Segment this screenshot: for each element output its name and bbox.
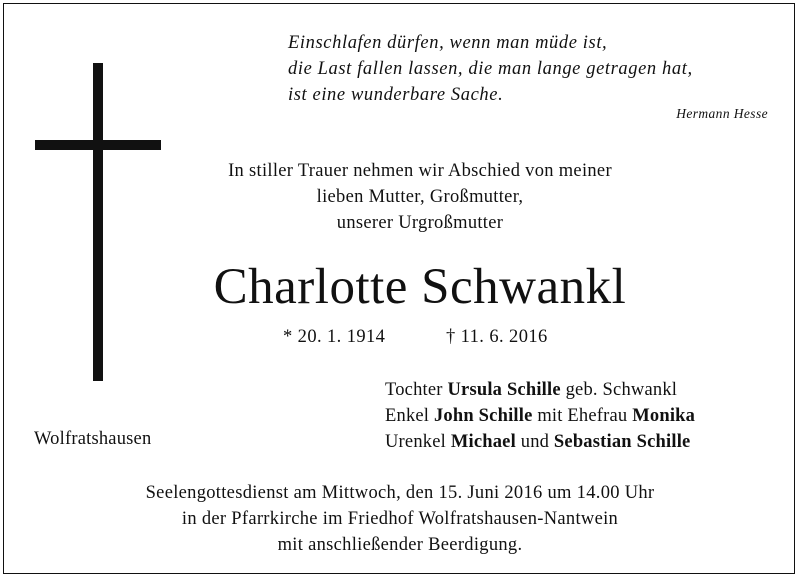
family-line <box>385 429 695 455</box>
family-member-name: Michael <box>450 432 516 452</box>
intro-line: In stiller Trauer nehmen wir Abschied von meiner <box>228 161 612 181</box>
family-member-name: John Schille <box>433 406 533 426</box>
relation-detail: mit Ehefrau <box>532 406 633 426</box>
quote-line: die Last fallen lassen, die man lange getragen hat, <box>288 59 693 79</box>
family-member-name: Sebastian Schille <box>553 432 691 452</box>
relation-detail: und <box>515 432 554 452</box>
service-line: in der Pfarrkirche im Friedhof Wolfratshausen-Nantwein <box>181 509 619 529</box>
intro-line: lieben Mutter, Großmutter, <box>316 187 524 207</box>
intro-line: unserer Urgroßmutter <box>336 213 504 233</box>
cross-vertical-bar <box>93 63 103 381</box>
quote-line: ist eine wunderbare Sache. <box>288 85 504 105</box>
deceased-name: Charlotte Schwankl <box>213 259 627 315</box>
intro-text <box>160 158 680 236</box>
family-line <box>385 377 695 403</box>
service-info <box>50 480 750 558</box>
cross-horizontal-bar <box>35 140 161 150</box>
family-list <box>385 377 695 455</box>
quote-author: Hermann Hesse <box>676 106 768 121</box>
quote <box>288 30 778 108</box>
place-name: Wolfratshausen <box>34 429 152 449</box>
service-line: Seelengottesdienst am Mittwoch, den 15. Juni 2016 um 14.00 Uhr <box>145 483 655 503</box>
family-line <box>385 403 695 429</box>
family-member-name: Monika <box>632 406 696 426</box>
relation-detail: geb. Schwankl <box>560 380 678 400</box>
relation-label: Enkel <box>385 406 434 426</box>
birth-date: * 20. 1. 1914 <box>283 327 386 347</box>
quote-line: Einschlafen dürfen, wenn man müde ist, <box>288 33 608 53</box>
family-member-name: Ursula Schille <box>447 380 561 400</box>
relation-label: Tochter <box>385 380 448 400</box>
relation-label: Urenkel <box>385 432 451 452</box>
service-line: mit anschließender Beerdigung. <box>277 535 523 555</box>
death-date: † 11. 6. 2016 <box>446 327 548 347</box>
